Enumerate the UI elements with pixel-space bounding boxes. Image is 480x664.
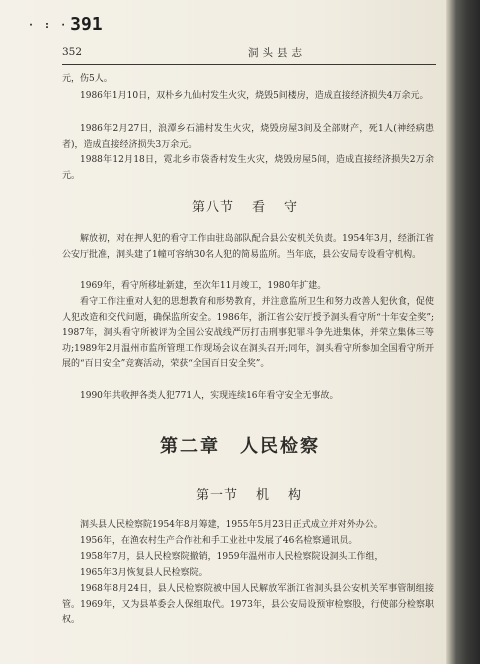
- procuratorate-paragraph: 1968年8月24日，县人民检察院被中国人民解放军浙江省洞头县公安机关军事管制组接管。1969年，又为县革委会人保组取代。1973年，县公安局设预审检察股，行使部分检察职权。: [62, 584, 434, 625]
- procuratorate-paragraph: 1965年3月恢复县人民检察院。: [80, 568, 208, 578]
- running-title: 洞头县志: [248, 47, 306, 59]
- section-heading-custody: [192, 196, 298, 215]
- fire-record-1986-02: 1986年2月27日，浪潭乡石浦村发生火灾，烧毁房屋3间及全部财产，死1人(神经病患者)，造成直接经济损失3万余元。: [62, 124, 434, 150]
- section-title-char1: 看: [252, 200, 267, 215]
- chapter-title: 人民检察: [240, 436, 320, 457]
- section-number: 第八节: [192, 200, 235, 215]
- procuratorate-paragraph: 1956年，在渔农村生产合作社和手工业社中发展了46名检察通讯员。: [80, 536, 358, 546]
- chapter-number: 第二章: [160, 436, 220, 457]
- custody-paragraph: 看守工作注重对人犯的思想教育和形势教育，并注意监所卫生和努力改善人犯伙食，促使人犯改造和交代问题，确保监所安全。1986年，浙江省公安厅授予洞头看守所“十年安全奖”;1987年，洞头看守所被评为全国公安战线严厉打击刑事犯罪斗争先进集体，并荣立集体三等功;1989年2月温州市监所管理工作现场会议在洞头召开;同年，洞头看守所参加全国看守所开展的“百日安全”竞赛活动，荣获“全国百日安全奖”。: [62, 297, 434, 369]
- header-rule: [62, 64, 436, 65]
- section-title-char1: 机: [256, 488, 271, 503]
- fire-record-continuation: 元，伤5人。: [62, 74, 113, 84]
- running-header: [62, 44, 434, 62]
- page-number: 352: [62, 46, 83, 58]
- section-title-char2: 守: [284, 200, 299, 215]
- procuratorate-paragraph: 1958年7月，县人民检察院撤销，1959年温州市人民检察院设洞头工作组，: [80, 552, 384, 562]
- section-title-char2: 构: [288, 488, 303, 503]
- chapter-heading: [160, 432, 320, 458]
- procuratorate-paragraph: 洞头县人民检察院1954年8月筹建，1955年5月23日正式成立并对外办公。: [80, 520, 383, 530]
- section-heading-organization: [196, 484, 302, 503]
- custody-paragraph: 解放初，对在押人犯的看守工作由驻岛部队配合县公安机关负责。1954年3月，经浙江省公安厅批准，洞头建了1幢可容纳30名人犯的简易监所。当年底，县公安局专设看守机构。: [62, 234, 434, 260]
- library-stamp-number: [28, 14, 103, 35]
- section-number: 第一节: [196, 488, 239, 503]
- custody-paragraph: 1969年，看守所移址新建，至次年11月竣工，1980年扩建。: [80, 281, 327, 291]
- fire-record-1986-01: 1986年1月10日，双朴乡九仙村发生火灾，烧毁5间楼房，造成直接经济损失4万余元。: [80, 91, 429, 101]
- fire-record-1988-12: 1988年12月18日，霓北乡市袋香村发生火灾，烧毁房屋5间，造成直接经济损失2万余元。: [62, 155, 434, 181]
- stamp-dots: · : ·: [28, 19, 69, 31]
- stamp-number: 391: [70, 14, 103, 35]
- book-spine-shadow: [446, 0, 480, 664]
- custody-paragraph: 1990年共收押各类人犯771人，实现连续16年看守安全无事故。: [80, 391, 339, 401]
